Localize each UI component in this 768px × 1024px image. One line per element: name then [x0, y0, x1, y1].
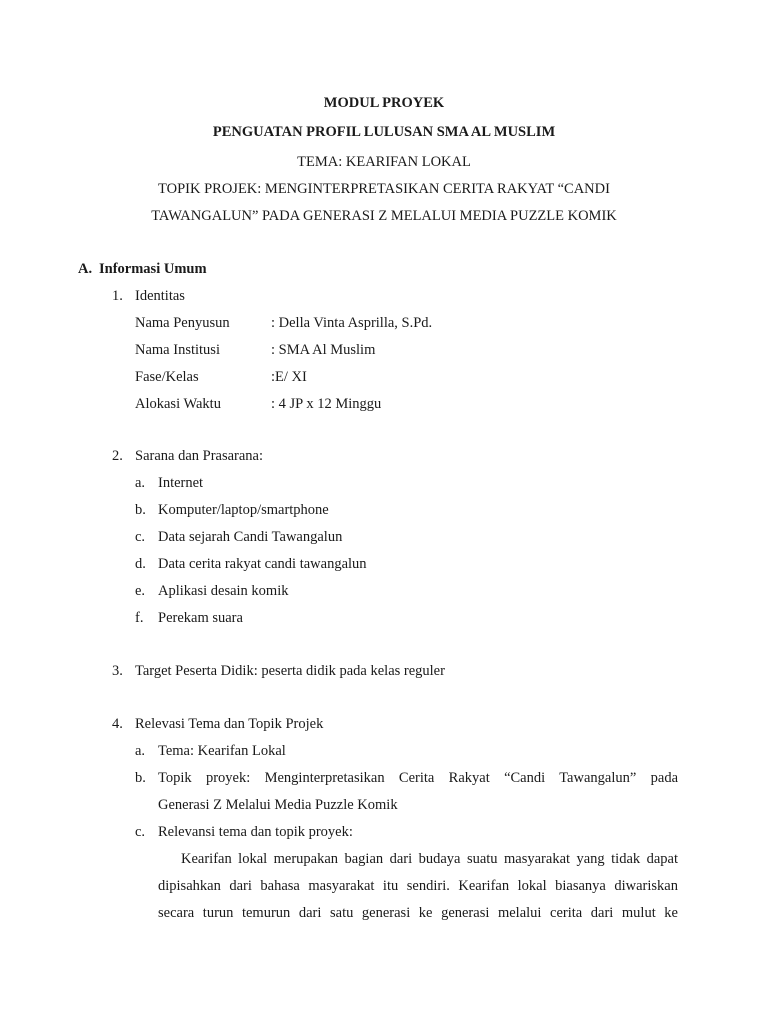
identitas-value: : 4 JP x 12 Minggu — [271, 396, 382, 412]
paragraph-line: dipisahkan dari bahasa masyarakat itu sendiri. Kearifan lokal biasanya diwariskan — [158, 878, 678, 894]
document-topic-line-1: TOPIK PROJEK: MENGINTERPRETASIKAN CERITA RAKYAT “CANDI — [158, 181, 610, 197]
list-item: Aplikasi desain komik — [158, 583, 289, 599]
document-theme: TEMA: KEARIFAN LOKAL — [297, 154, 471, 170]
list-item: Relevansi tema dan topik proyek: — [158, 824, 353, 840]
identitas-label: Nama Institusi — [135, 342, 220, 358]
identitas-label: Fase/Kelas — [135, 369, 199, 385]
list-item-marker: d. — [135, 556, 146, 572]
list-item: Tema: Kearifan Lokal — [158, 743, 286, 759]
list-item: Data sejarah Candi Tawangalun — [158, 529, 343, 545]
list-item: Perekam suara — [158, 610, 243, 626]
list-item-marker: f. — [135, 610, 144, 626]
paragraph-line: Kearifan lokal merupakan bagian dari budaya suatu masyarakat yang tidak dapat — [181, 851, 678, 867]
document-topic-line-2: TAWANGALUN” PADA GENERASI Z MELALUI MEDIA PUZZLE KOMIK — [151, 208, 617, 224]
section-a-marker: A. — [78, 261, 93, 277]
relevansi-heading: Relevasi Tema dan Topik Projek — [135, 716, 324, 732]
list-item: Komputer/laptop/smartphone — [158, 502, 329, 518]
identitas-value: : Della Vinta Asprilla, S.Pd. — [271, 315, 433, 331]
target-text: Target Peserta Didik: peserta didik pada kelas reguler — [135, 663, 445, 679]
identitas-value: : SMA Al Muslim — [271, 342, 376, 358]
identitas-label: Alokasi Waktu — [135, 396, 221, 412]
list-item-marker: b. — [135, 502, 146, 518]
list-item-marker: c. — [135, 824, 146, 840]
list-item-marker: e. — [135, 583, 146, 599]
identitas-marker: 1. — [112, 288, 123, 304]
section-a-heading: Informasi Umum — [99, 261, 207, 277]
sarana-marker: 2. — [112, 448, 123, 464]
list-item: Data cerita rakyat candi tawangalun — [158, 556, 367, 572]
list-item-marker: c. — [135, 529, 146, 545]
identitas-value: :E/ XI — [271, 369, 307, 385]
document-title: MODUL PROYEK — [323, 95, 445, 111]
relevansi-marker: 4. — [112, 716, 123, 732]
identitas-heading: Identitas — [135, 288, 185, 304]
list-item-justified-line: Topik proyek: Menginterpretasikan Cerita Rakyat “Candi Tawangalun” pada — [158, 770, 678, 786]
paragraph-line: secara turun temurun dari satu generasi ke generasi melalui cerita dari mulut ke — [158, 905, 678, 921]
list-item-continuation: Generasi Z Melalui Media Puzzle Komik — [158, 797, 398, 813]
target-marker: 3. — [112, 663, 123, 679]
identitas-label: Nama Penyusun — [135, 315, 230, 331]
list-item: Internet — [158, 475, 204, 491]
sarana-heading: Sarana dan Prasarana: — [135, 448, 264, 464]
document-subtitle: PENGUATAN PROFIL LULUSAN SMA AL MUSLIM — [212, 124, 556, 140]
list-item-marker: b. — [135, 770, 146, 786]
list-item-marker: a. — [135, 743, 146, 759]
list-item-marker: a. — [135, 475, 146, 491]
